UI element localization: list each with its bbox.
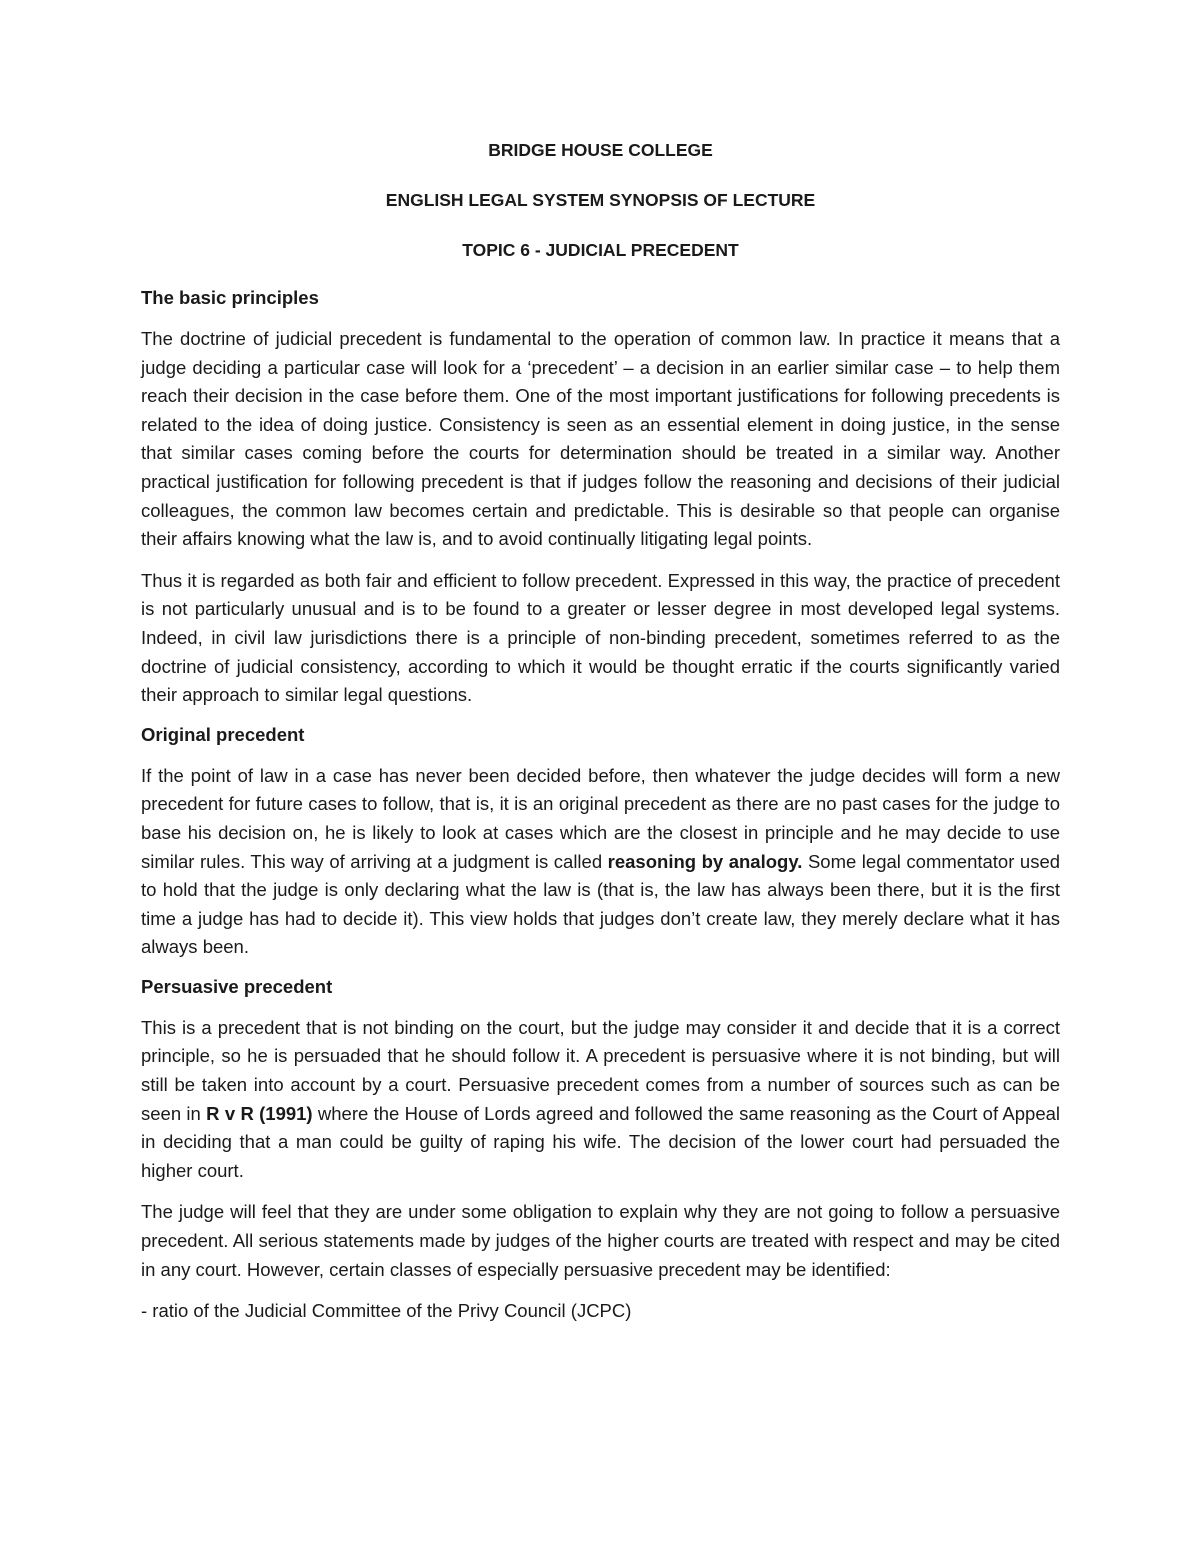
- original-text-b: Some legal commentator used to hold that the judge is only declaring what the law is (that is, the law has always been there, but it is the first time a judge has had to decide it). This view holds that judges don’t create law, they merely declare what it has always been.: [141, 850, 1061, 958]
- original-precedent-paragraph: [141, 762, 1060, 962]
- case-citation-r-v-r: R v R (1991): [206, 1102, 313, 1124]
- college-title: BRIDGE HOUSE COLLEGE: [488, 140, 713, 160]
- persuasive-precedent-paragraph-2: The judge will feel that they are under some obligation to explain why they are not going to follow a persuasive precedent. All serious statements made by judges of the higher courts are treated with respect and may be cited in any court. However, certain classes of especially persuasive precedent may be identified:: [141, 1201, 1060, 1280]
- persuasive-text-b: where the House of Lords agreed and followed the same reasoning as the Court of Appeal in deciding that a man could be guilty of raping his wife. The decision of the lower court had persuaded the higher court.: [141, 1102, 1061, 1181]
- topic-title: TOPIC 6 - JUDICIAL PRECEDENT: [462, 240, 739, 260]
- original-precedent-heading: Original precedent: [141, 723, 305, 745]
- persuasive-precedent-paragraph-1: [141, 1014, 1060, 1186]
- document-body: [141, 138, 1060, 1325]
- basic-principles-heading: The basic principles: [141, 287, 319, 308]
- basic-principles-paragraph-2: Thus it is regarded as both fair and efficient to follow precedent. Expressed in this way, the practice of precedent is not particularly unusual and is to be found to a greater or lesser degree in most developed legal systems. Indeed, in civil law jurisdictions there is a principle of non-binding precedent, sometimes referred to as the doctrine of judicial consistency, according to which it would be thought erratic if the courts significantly varied their approach to similar legal questions.: [141, 569, 1060, 706]
- bullet-jcpc: - ratio of the Judicial Committee of the Privy Council (JCPC): [141, 1300, 632, 1322]
- persuasive-text-a: This is a precedent that is not binding on the court, but the judge may consider it and decide that it is a correct principle, so he is persuaded that he should follow it. A precedent is persuasive where it is not binding, but will still be taken into account by a court. Persuasive precedent comes from a number of sources such as can be seen in: [141, 1016, 1060, 1124]
- course-title: ENGLISH LEGAL SYSTEM SYNOPSIS OF LECTURE: [385, 190, 816, 210]
- persuasive-precedent-heading: Persuasive precedent: [141, 975, 333, 997]
- basic-principles-paragraph-1: The doctrine of judicial precedent is fundamental to the operation of common law. In practice it means that a judge deciding a particular case will look for a ‘precedent’ – a decision in an earlier similar case – to help them reach their decision in the case before them. One of the most important justifications for following precedents is related to the idea of doing justice. Consistency is seen as an essential element in doing justice, in the sense that similar cases coming before the courts for determination should be treated in a similar way. Another practical justification for following precedent is that if judges follow the reasoning and decisions of their judicial colleagues, the common law becomes certain and predictable. This is desirable so that people can organise their affairs knowing what the law is, and to avoid continually litigating legal points.: [141, 328, 1060, 550]
- reasoning-by-analogy-term: reasoning by analogy.: [607, 850, 803, 872]
- original-text-a: If the point of law in a case has never been decided before, then whatever the judge decides will form a new precedent for future cases to follow, that is, it is an original precedent as there are no past cases for the judge to base his decision on, he is likely to look at cases which are the closest in principle and he may decide to use similar rules. This way of arriving at a judgment is called: [141, 764, 1060, 872]
